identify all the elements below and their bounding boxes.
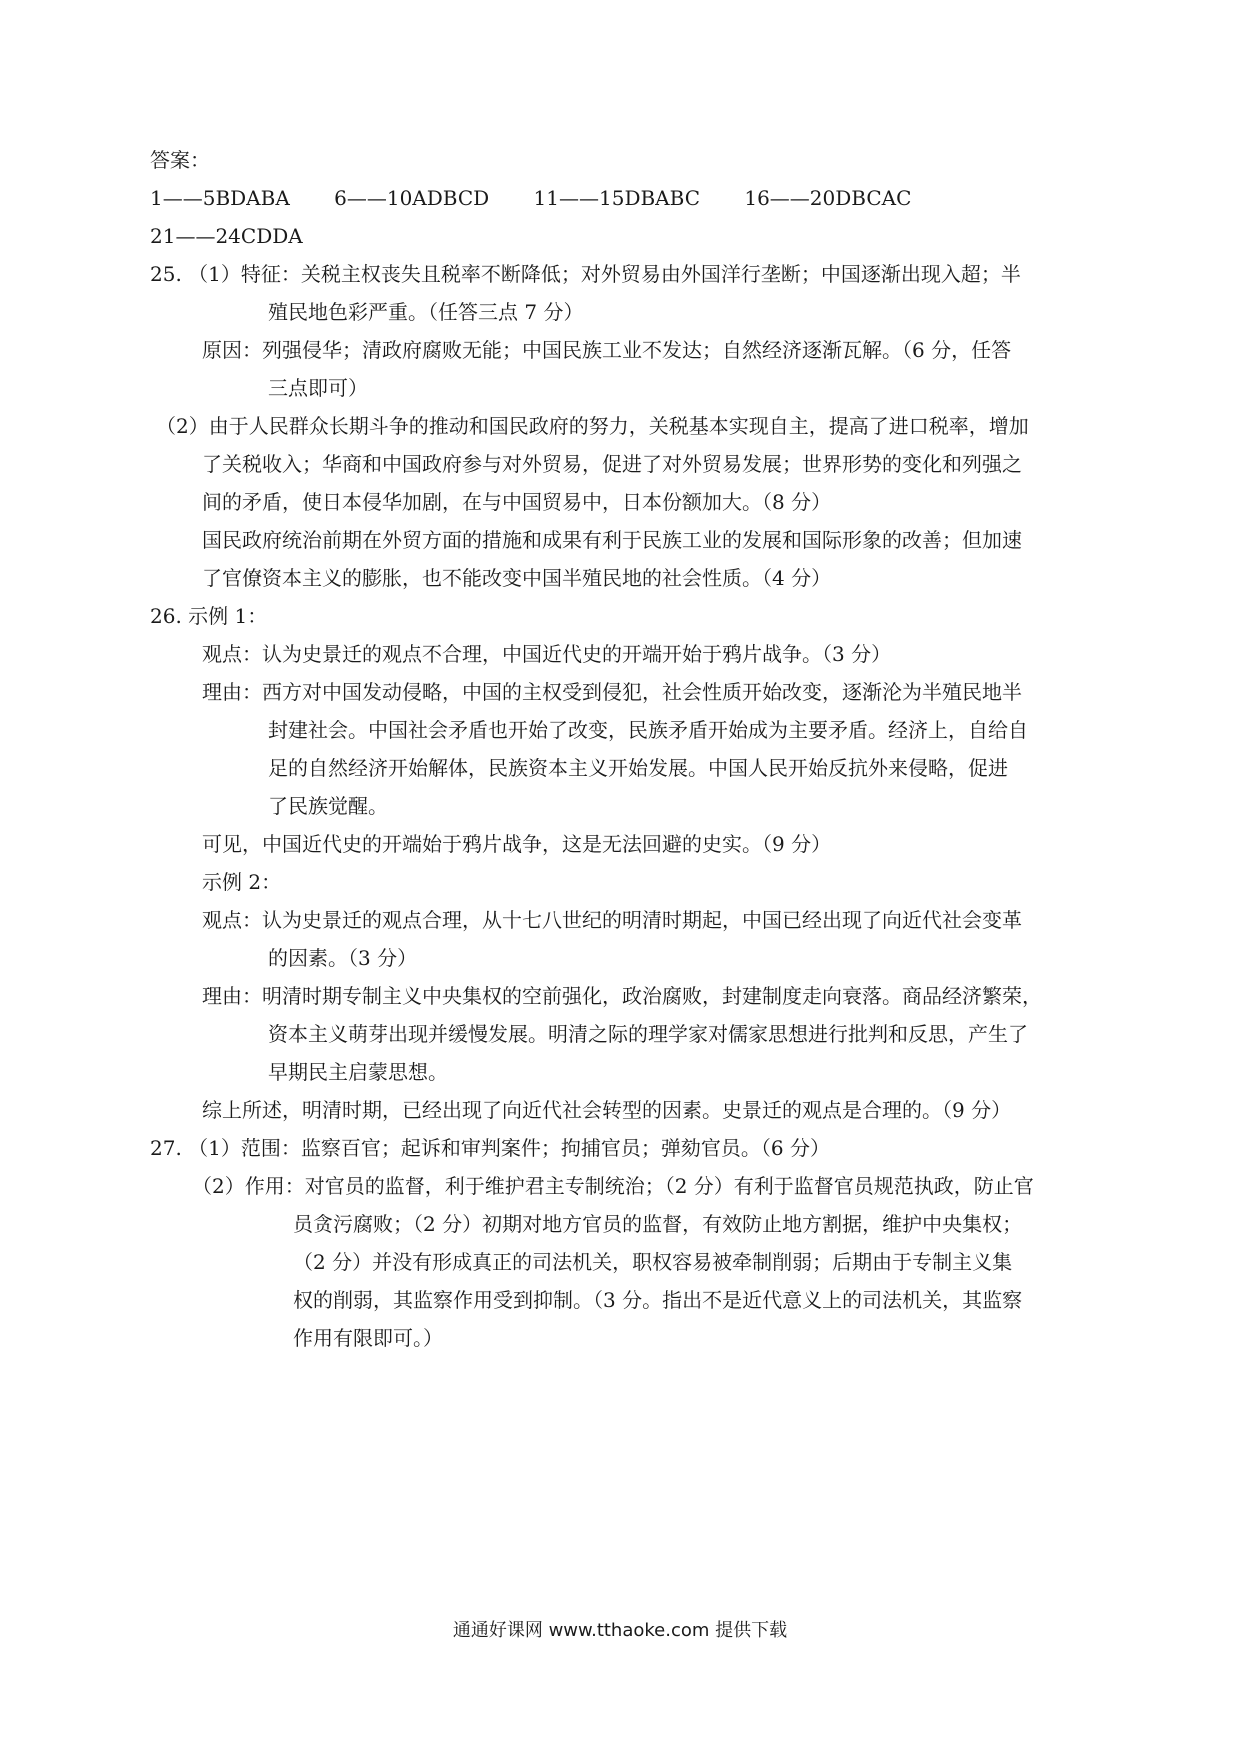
q26-reason1-line3: 足的自然经济开始解体，民族资本主义开始发展。中国人民开始反抗外来侵略，促进 xyxy=(268,756,1008,780)
q26-view1: 观点：认为史景迁的观点不合理，中国近代史的开端开始于鸦片战争。（3 分） xyxy=(202,642,892,666)
q26-reason1-line4: 了民族觉醒。 xyxy=(268,794,388,818)
q26-reason2-line1: 理由：明清时期专制主义中央集权的空前强化，政治腐败，封建制度走向衰落。商品经济繁荣， xyxy=(202,984,1042,1008)
q27-part2-line1: （2）作用：对官员的监督，利于维护君主专制统治；（2 分）有利于监督官员规范执政，防止官 xyxy=(192,1174,1034,1198)
answers-row-1 xyxy=(150,184,1240,212)
q25-part2-line4: 国民政府统治前期在外贸方面的措施和成果有利于民族工业的发展和国际形象的改善；但加速 xyxy=(202,528,1022,552)
q26-example2-heading: 示例 2： xyxy=(202,870,282,894)
q27-part2-line4: 权的削弱，其监察作用受到抑制。（3 分。指出不是近代意义上的司法机关，其监察 xyxy=(293,1288,1023,1312)
q27-part2-line5: 作用有限即可。） xyxy=(293,1326,443,1350)
answers-row-2: 21——24CDDA xyxy=(150,224,303,248)
answer-group-2: 6——10ADBCD xyxy=(334,186,490,210)
q25-part1-line1: 25. （1）特征：关税主权丧失且税率不断降低；对外贸易由外国洋行垄断；中国逐渐出现入超；半 xyxy=(150,262,1021,286)
q27-part2-line3: （2 分）并没有形成真正的司法机关，职权容易被牵制削弱；后期由于专制主义集 xyxy=(293,1250,1013,1274)
q26-view2-line1: 观点：认为史景迁的观点合理，从十七八世纪的明清时期起，中国已经出现了向近代社会变革 xyxy=(202,908,1022,932)
q26-conclusion1: 可见，中国近代史的开端始于鸦片战争，这是无法回避的史实。（9 分） xyxy=(202,832,832,856)
answer-group-1: 1——5BDABA xyxy=(150,186,290,210)
q25-part2-line1: （2）由于人民群众长期斗争的推动和国民政府的努力，关税基本实现自主，提高了进口税率，增加 xyxy=(156,414,1029,438)
q26-example1-heading: 26. 示例 1： xyxy=(150,604,268,628)
q25-part1-line4: 三点即可） xyxy=(268,376,368,400)
q25-part2-line2: 了关税收入；华商和中国政府参与对外贸易，促进了对外贸易发展；世界形势的变化和列强之 xyxy=(202,452,1022,476)
q26-view2-line2: 的因素。（3 分） xyxy=(268,946,418,970)
q26-reason1-line1: 理由：西方对中国发动侵略，中国的主权受到侵犯，社会性质开始改变，逐渐沦为半殖民地半 xyxy=(202,680,1022,704)
page-footer: 通通好课网 www.tthaoke.com 提供下载 xyxy=(452,1620,788,1641)
q27-part2-line2: 员贪污腐败；（2 分）初期对地方官员的监督，有效防止地方割据，维护中央集权； xyxy=(293,1212,1023,1236)
q27-part1: 27. （1）范围：监察百官；起诉和审判案件；拘捕官员；弹劾官员。（6 分） xyxy=(150,1136,830,1160)
q25-part2-line3: 间的矛盾，使日本侵华加剧，在与中国贸易中，日本份额加大。（8 分） xyxy=(202,490,832,514)
q26-conclusion2: 综上所述，明清时期，已经出现了向近代社会转型的因素。史景迁的观点是合理的。（9 分） xyxy=(202,1098,1012,1122)
q25-part2-line5: 了官僚资本主义的膨胀，也不能改变中国半殖民地的社会性质。（4 分） xyxy=(202,566,832,590)
q25-part1-line3: 原因：列强侵华；清政府腐败无能；中国民族工业不发达；自然经济逐渐瓦解。（6 分，任答 xyxy=(202,338,1012,362)
q25-part1-line2: 殖民地色彩严重。（任答三点 7 分） xyxy=(268,300,584,324)
q26-reason1-line2: 封建社会。中国社会矛盾也开始了改变，民族矛盾开始成为主要矛盾。经济上，自给自 xyxy=(268,718,1028,742)
answer-group-3: 11——15DBABC xyxy=(533,186,700,210)
q26-reason2-line2: 资本主义萌芽出现并缓慢发展。明清之际的理学家对儒家思想进行批判和反思，产生了 xyxy=(268,1022,1028,1046)
q26-reason2-line3: 早期民主启蒙思想。 xyxy=(268,1060,448,1084)
answers-heading: 答案： xyxy=(150,148,210,172)
answer-group-4: 16——20DBCAC xyxy=(744,186,912,210)
